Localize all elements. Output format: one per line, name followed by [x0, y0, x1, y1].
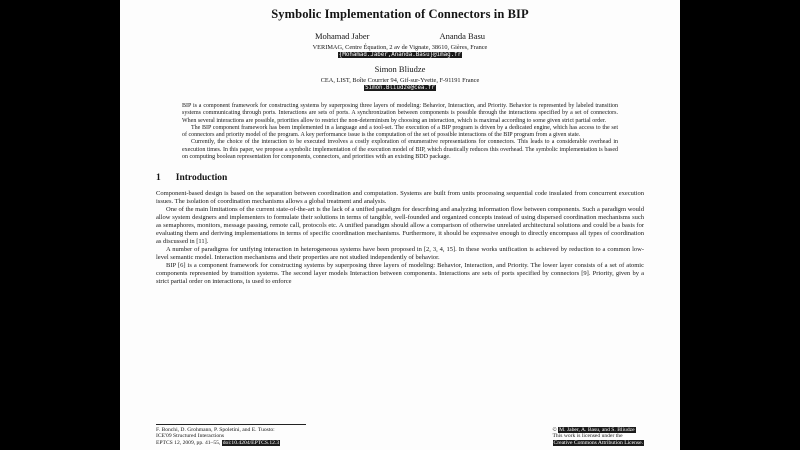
footer-eptcs-line [156, 440, 280, 447]
paper-page [120, 0, 680, 450]
copyright-symbol: © [552, 426, 557, 433]
body-paragraph: Component-based design is based on the separation between coordination and computation. Systems are built from units processing sequential code insulated from concurrent execution issues. The isolation of coordination mechanisms allows a global treatment and analysis. [156, 190, 644, 206]
footer-left-block [156, 427, 280, 447]
author-names-row [156, 31, 644, 41]
abstract-paragraph: BIP is a component framework for constructing systems by superposing three layers of modeling: Behavior, Interaction, and Priority. Behavior is represented by labeled transition systems communicating through ports. Interactions are sets of ports. A synchronization between components is possible through the interactions specified by a set of connectors. When several interactions are possible, priorities allow to restrict the non-determinism by choosing an interaction, which is maximal according to some given strict partial order. [182, 103, 618, 124]
email-link-verimag[interactable]: {Mohamad.Jaber,Ananda.Basu}@imag.fr [338, 52, 462, 58]
author-affiliation-cea: CEA, LIST, Boîte Courrier 94, Gif-sur-Yvette, F-91191 France [320, 76, 480, 84]
email-line-cea [156, 85, 644, 91]
footer-editors-line: F. Bonchi, D. Grohmann, P. Spoletini, and E. Tuosto: [156, 426, 275, 433]
copyright-line [553, 427, 645, 434]
body-paragraph: BIP [6] is a component framework for constructing systems by superposing three layers of modeling: Behavior, Interaction, and Priority. The lower layer consists of a set of atomic components represented by transition systems. The second layer models Interaction between components. Interactions are sets of ports specified by connectors [9]. Priority, given by a strict partial order on interactions, is used to enforce [156, 262, 644, 286]
license-link-line [553, 440, 645, 447]
footnote-rule [156, 424, 306, 425]
author-name-basu: Ananda Basu [439, 31, 486, 41]
page-title: Symbolic Implementation of Connectors in BIP [271, 7, 529, 21]
footer-right-block [553, 427, 645, 447]
footer-eptcs-text: EPTCS 12, 2009, pp. 41–55, [156, 440, 222, 447]
author-name-bliudze: Simon Bliudze [374, 64, 426, 74]
authors-block [156, 31, 644, 91]
doi-link[interactable]: doi:10.4204/EPTCS.12.3 [222, 440, 280, 447]
license-text-line: This work is licensed under the [552, 433, 623, 440]
introduction-body [156, 190, 644, 286]
section-heading-introduction [156, 173, 644, 183]
body-paragraph: A number of paradigms for unifying interaction in heterogeneous systems have been proposed in [2, 3, 4, 15]. In these works unification is achieved by reduction to a common low-level semantic model. Interaction mechanisms and their properties are not studied independently of behavior. [156, 246, 644, 262]
body-paragraph: One of the main limitations of the current state-of-the-art is the lack of a unified paradigm for describing and analyzing information flow between components. Such a paradigm would allow system designers and implementers to formulate their solutions in terms of tangible, well-founded and organized concepts instead of using dispersed coordination mechanisms such as semaphores, monitors, message passing, remote call, protocols etc. A unified paradigm should allow a comparison of otherwise unrelated architectural solutions and could be a basis for evaluating them and deriving implementations in terms of specific coordination mechanisms. Furthermore, it should be expressive enough to directly encompass all types of coordination as discussed in [11]. [156, 206, 644, 246]
page-footer [156, 422, 644, 447]
abstract-block [182, 103, 618, 161]
author-group-verimag [156, 31, 644, 58]
abstract-paragraph: Currently, the choice of the interaction to be executed involves a costly exploration of enumerative representations for connectors. This leads to a considerable overhead in execution times. In this paper, we propose a symbolic implementation of the execution model of BIP, which drastically reduces this overhead. The symbolic implementation is based on computing boolean representation for components, connectors, and priorities with an existing BDD package. [182, 139, 618, 161]
author-name-jaber: Mohamad Jaber [314, 31, 370, 41]
abstract-paragraph: The BIP component framework has been implemented in a language and a tool-set. The execution of a BIP program is driven by a dedicated engine, which has access to the set of connectors and priority model of the program. A key performance issue is the computation of the set of possible interactions of the BIP program from a given state. [182, 124, 618, 139]
footer-columns [156, 427, 644, 447]
footer-venue-line: ICE'09 Structured Interactions [156, 433, 225, 440]
section-title: Introduction [175, 173, 228, 184]
license-link[interactable]: Creative Commons Attribution License. [553, 440, 643, 447]
email-line-verimag [156, 52, 644, 58]
author-group-cea [156, 64, 644, 91]
email-link-cea[interactable]: Simon.Bliudze@cea.fr [365, 85, 435, 91]
section-number: 1 [156, 173, 161, 184]
copyright-names-link[interactable]: M. Jaber, A. Basu, and S. Bliudze [559, 426, 635, 433]
author-affiliation-verimag: VERIMAG, Centre Équation, 2 av de Vignate, 38610, Gières, France [312, 43, 488, 51]
